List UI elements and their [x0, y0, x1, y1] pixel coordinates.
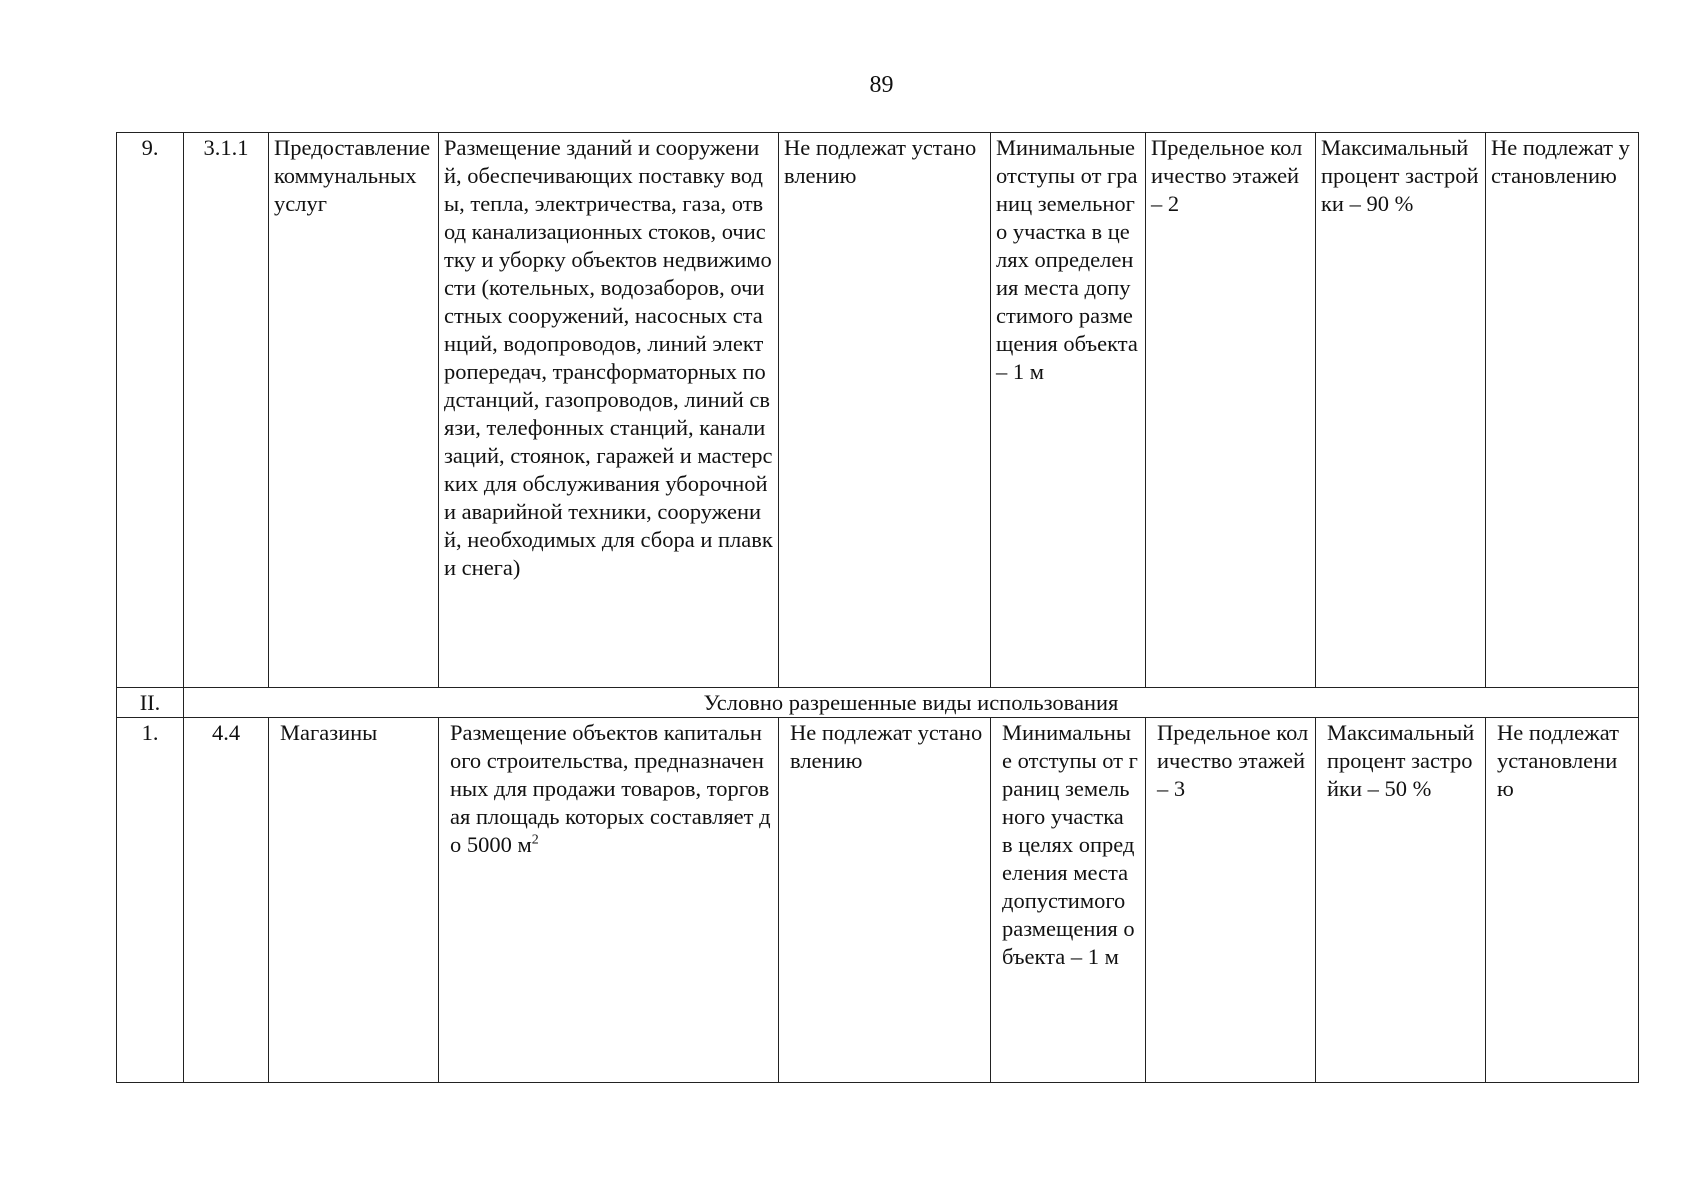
section-number: II. [117, 688, 184, 718]
parameter-cell: Не подлежат установлению [779, 133, 991, 688]
use-description: Размещение зданий и сооружений, обеспечивающих поставку воды, тепла, электричества, газа, отвод канализационных стоков, очистку и уборку объектов недвижимости (котельных, водозаборов, очистных сооружений, насосных станций, водопроводов, линий электропередач, трансформаторных подстанций, газопроводов, линий связи, телефонных станций, канализаций, стоянок, гаражей и мастерских для обслуживания уборочной и аварийной техники, сооружений, необходимых для сбора и плавки снега) [439, 133, 779, 688]
row-number: 1. [117, 718, 184, 1083]
coverage-cell: Максимальный процент застройки – 90 % [1316, 133, 1486, 688]
superscript: 2 [531, 832, 539, 848]
table-row [117, 133, 1639, 688]
section-row [117, 688, 1639, 718]
use-description-text: Размещение объектов капитального строительства, предназначенных для продажи товаров, торговая площадь которых составляет до 5000 м [450, 720, 771, 857]
land-use-table [116, 132, 1639, 1083]
parameter-cell: Не подлежат установлению [1486, 133, 1639, 688]
floors-cell: Предельное количество этажей – 3 [1146, 718, 1316, 1083]
parameter-cell: Не подлежат установлению [1486, 718, 1639, 1083]
setback-cell: Минимальные отступы от границ земельного участка в целях определения места допустимого размещения объекта – 1 м [991, 718, 1146, 1083]
floors-cell: Предельное количество этажей – 2 [1146, 133, 1316, 688]
row-number: 9. [117, 133, 184, 688]
use-type-name: Предоставление коммунальных услуг [269, 133, 439, 688]
table-row [117, 718, 1639, 1083]
use-description [439, 718, 779, 1083]
use-type-name: Магазины [269, 718, 439, 1083]
setback-cell: Минимальные отступы от границ земельного участка в целях определения места допустимого размещения объекта – 1 м [991, 133, 1146, 688]
classifier-code: 4.4 [184, 718, 269, 1083]
classifier-code: 3.1.1 [184, 133, 269, 688]
section-title: Условно разрешенные виды использования [184, 688, 1639, 718]
page-number: 89 [869, 72, 894, 98]
parameter-cell: Не подлежат установлению [779, 718, 991, 1083]
coverage-cell: Максимальный процент застройки – 50 % [1316, 718, 1486, 1083]
